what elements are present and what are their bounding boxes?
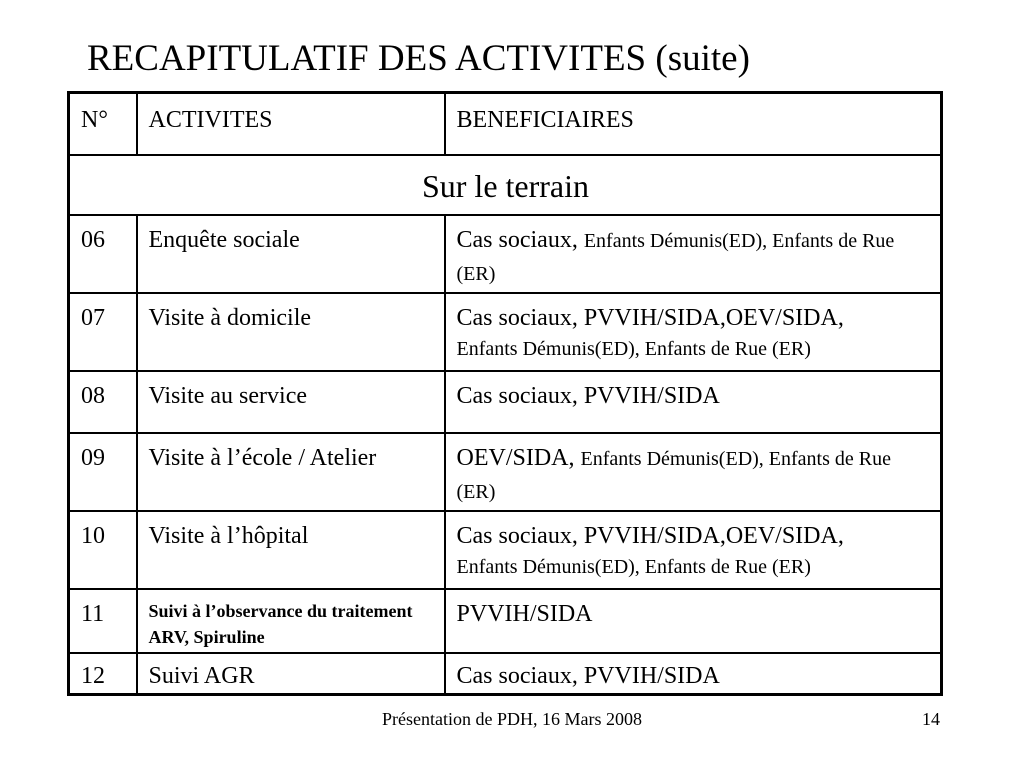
beneficiaries-lead: Cas sociaux, PVVIH/SIDA — [456, 382, 720, 409]
beneficiaries-lead: Cas sociaux, PVVIH/SIDA — [456, 662, 720, 689]
table-row — [69, 589, 942, 653]
row-beneficiaries — [445, 589, 942, 653]
beneficiaries-rest: Enfants Démunis(ED), Enfants de Rue (ER) — [456, 337, 811, 360]
row-beneficiaries — [445, 653, 942, 695]
row-activity: Visite à domicile — [137, 293, 445, 371]
beneficiaries-rest: Enfants Démunis(ED), Enfants de Rue (ER) — [456, 555, 811, 578]
beneficiaries-lead: Cas sociaux, PVVIH/SIDA,OEV/SIDA, — [456, 522, 844, 549]
section-title: Sur le terrain — [69, 155, 942, 215]
activities-table — [67, 91, 943, 696]
row-activity: Visite à l’hôpital — [137, 511, 445, 589]
footer-presentation-label: Présentation de PDH, 16 Mars 2008 — [382, 709, 642, 729]
row-number: 11 — [69, 589, 137, 653]
row-number: 09 — [69, 433, 137, 511]
table-row — [69, 371, 942, 433]
row-activity — [137, 589, 445, 653]
table-row — [69, 293, 942, 371]
row-activity: Suivi AGR — [137, 653, 445, 695]
header-beneficiaries: BENEFICIAIRES — [445, 93, 942, 155]
activities-table-container — [67, 91, 940, 696]
row-beneficiaries — [445, 215, 942, 293]
beneficiaries-lead: OEV/SIDA, — [456, 444, 581, 471]
slide-title: RECAPITULATIF DES ACTIVITES (suite) — [87, 38, 750, 79]
row-number: 08 — [69, 371, 137, 433]
section-row — [69, 155, 942, 215]
row-number: 06 — [69, 215, 137, 293]
table-row — [69, 433, 942, 511]
row-activity: Visite à l’école / Atelier — [137, 433, 445, 511]
row-activity: Enquête sociale — [137, 215, 445, 293]
row-activity: Visite au service — [137, 371, 445, 433]
header-activities: ACTIVITES — [137, 93, 445, 155]
row-beneficiaries — [445, 371, 942, 433]
beneficiaries-rest: Enfants Démunis(ED), Enfants de Rue (ER) — [456, 229, 895, 285]
activity-bold-text: Suivi à l’observance du traitement ARV, Spiruline — [148, 600, 413, 647]
beneficiaries-lead: PVVIH/SIDA — [456, 600, 593, 627]
row-beneficiaries — [445, 433, 942, 511]
beneficiaries-lead: Cas sociaux, PVVIH/SIDA,OEV/SIDA, — [456, 304, 844, 331]
row-number: 12 — [69, 653, 137, 695]
table-header-row — [69, 93, 942, 155]
row-beneficiaries — [445, 293, 942, 371]
row-beneficiaries — [445, 511, 942, 589]
header-number: N° — [69, 93, 137, 155]
slide-number: 14 — [922, 709, 940, 729]
table-row — [69, 215, 942, 293]
table-row — [69, 511, 942, 589]
row-number: 07 — [69, 293, 137, 371]
table-row — [69, 653, 942, 695]
beneficiaries-lead: Cas sociaux, — [456, 226, 584, 253]
row-number: 10 — [69, 511, 137, 589]
beneficiaries-rest: Enfants Démunis(ED), Enfants de Rue (ER) — [456, 447, 891, 503]
